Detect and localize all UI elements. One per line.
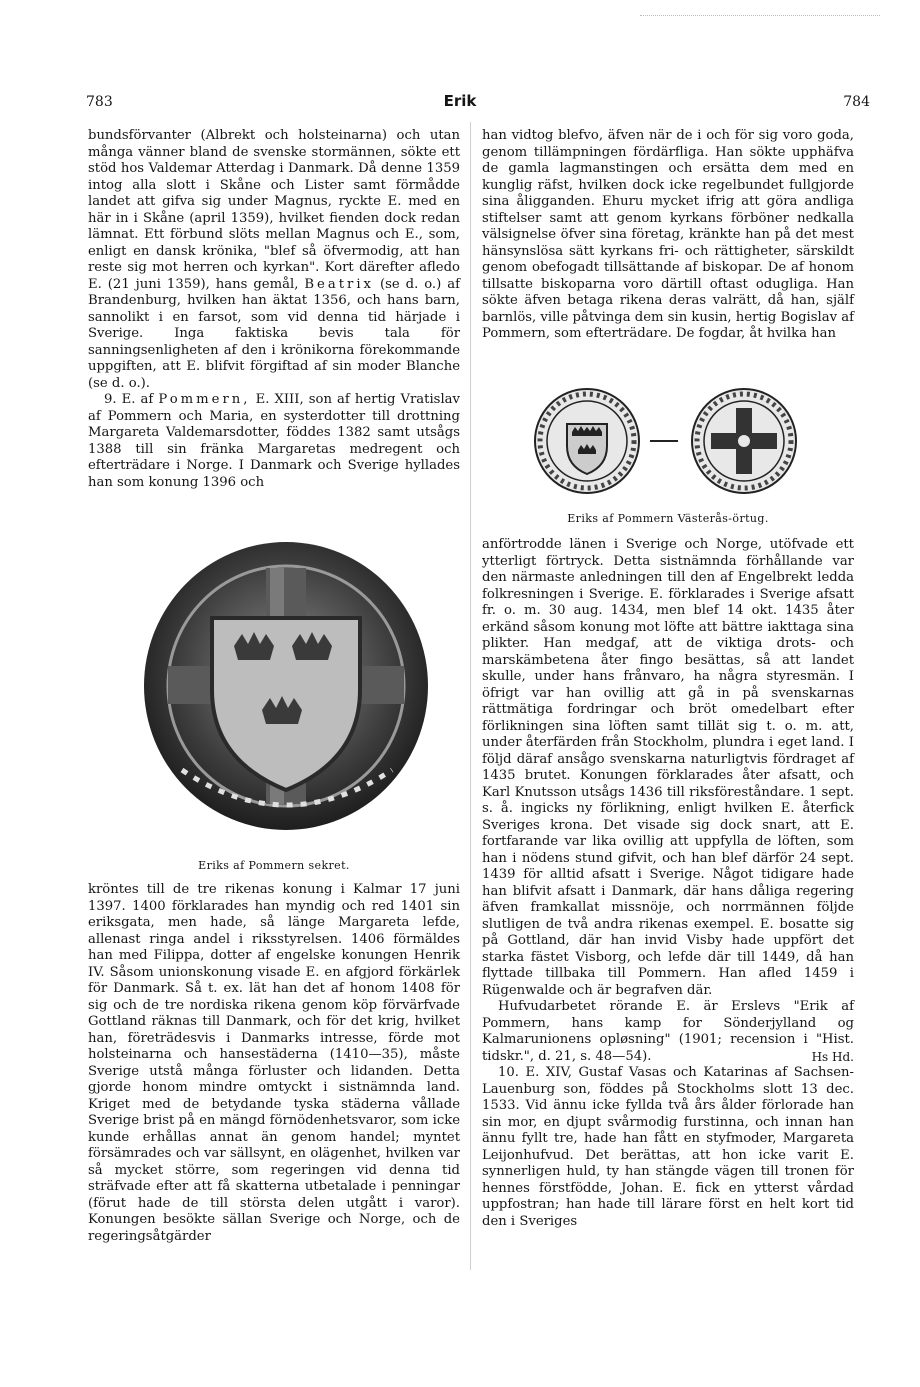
coin-reverse — [692, 389, 796, 493]
text-run: Hufvudarbetet rörande E. är Erslevs "Erik af Pommern, hans kamp for Sönderjylland og Kalmarunionens opløsning" (1901; recension i "Hist. tidskr.", d. 21, s. 48—54). — [482, 999, 854, 1064]
coin-image — [532, 386, 802, 496]
text-run: E. XIII, son af hertig Vratislav af Pommern och Maria, en systerdotter till drottning Margareta Valdemarsdotter, föddes 1382 samt utsågs 1388 till sin fränka Margaretas medregent och efterträdare i Norge. I Danmark och Sverige hyllades han som konung 1396 och — [88, 392, 460, 490]
scan-artifact-line — [640, 15, 880, 16]
spaced-name: Pommern, — [158, 392, 251, 407]
paragraph: han vidtog blefvo, äfven när de i och för sig voro goda, genom tillämpningen fördärfliga. Han sökte upphäfva de gamla lagmanstingen och ersätta dem med en kunglig räfst, hvilken dock icke regelbundet fullgjorde sina åligganden. Ehuru mycket ifrig att göra andliga stiftelser samt att genom kyrkans förböner nedkalla välsignelse öfver sina företag, kränkte han på det mest hänsynslösa sätt kyrkans fri- och rättigheter, särskildt genom obefogadt tillsättande af biskopar. De af honom tillsatte biskoparna voro därtill oftast odugliga. Han sökte äfven betaga rikena deras valrätt, då han, själf barnlös, ville påtvinga dem sin kusin, hertig Bogislav af Pommern, som efterträdare. De fogdar, åt hvilka han — [482, 128, 855, 341]
column-rule — [470, 122, 471, 1270]
column-left-top — [88, 128, 460, 491]
spaced-name: Beatrix — [304, 276, 374, 292]
column-left-bottom — [88, 882, 460, 1245]
entry-number: 10. E. XIV, — [498, 1065, 572, 1080]
entry-number: 9. E. af — [104, 392, 154, 407]
text-run: (se d. o.) af Brandenburg, hvilken han äktat 1356, och hans barn, sannolikt i en farsot, som vid denna tid härjade i Sverige. Inga faktiska bevis tala för sanningsenligheten af den i krönikorna förekommande uppgiften, att E. blifvit förgiftad af sin moder Blanche (se d. o.). — [88, 276, 460, 391]
entry-paragraph — [88, 392, 460, 491]
seal-image — [142, 540, 430, 832]
entry-paragraph — [482, 1065, 854, 1230]
coin-caption: Eriks af Pommern Västerås-örtug. — [567, 512, 769, 525]
paragraph — [88, 128, 460, 392]
text-run: Gustaf Vasas och Katarinas af Sachsen-Lauenburg son, föddes på Stockholms slott 13 dec. 1533. Vid ännu icke fyllda två års ålder förlorade han sin mor, en djupt svårmodig furstinna, och innan han ännu fyllt tre, hade han fått en styfmoder, Margareta Leijonhufvud. Det berättas, att hon icke varit E. synnerligen huld, ty han stängde vägen till tronen för hennes förstfödde, Johan. E. fick en ytterst vårdad uppfostran; han hade till lärare först en helt kort tid den i Sveriges — [482, 1065, 855, 1229]
paragraph: kröntes till de tre rikenas konung i Kalmar 17 juni 1397. 1400 förklarades han myndig och red 1401 sin eriksgata, men hade, så länge Margareta lefde, allenast ringa andel i riksstyrelsen. 1406 förmäldes han med Filippa, dotter af engelske konungen Henrik IV. Såsom unionskonung visade E. en afgjord förkärlek för Danmark. Så t. ex. lät han det af honom 1408 för sig och de tre nordiska rikena genom köp förvärfvade Gottland räknas till Danmark, och för det krig, hvilket han, företrädesvis i Danmarks intresse, förde mot holsteinarna och hansestäderna (1410—35), måste Sverige utstå många förluster och lidanden. Detta gjorde honom mindre omtyckt i sistnämnda land. Kriget med de betydande tyska städerna vållade Sverige brist på en mängd förnödenhetsvaror, som icke kunde erhållas annat än genom handel; myntet försämrades och var sällsynt, en olägenhet, hvilken var så mycket större, som regeringen vid denna tid sträfvade efter att få skatterna utbetalade i penningar (förut hade de till största delen utgått i varor). Konungen besökte sällan Sverige och Norge, och de regeringsåtgärder — [88, 882, 460, 1244]
column-right-top — [482, 128, 854, 343]
coin-obverse — [535, 389, 639, 493]
running-head: Erik — [443, 92, 477, 110]
bibliography-paragraph — [482, 999, 854, 1065]
seal-caption: Eriks af Pommern sekret. — [198, 859, 350, 872]
text-run: bundsförvanter (Albrekt och holsteinarna) och utan många vänner bland de svenske stormännen, sökte ett stöd hos Valdemar Atterdag i Danmark. Då denne 1359 intog alla slott i Skåne och Lister samt förmådde landet att gifva sig under Magnus, ryckte E. med en här in i Skåne (april 1359), hvilket fienden dock redan lämnat. Ett förbund slöts mellan Magnus och E., som, enligt en dansk krönika, "blef så öfvermodig, att han reste sig mot herren och kyrkan". Kort därefter afledo E. (21 juni 1359), hans gemål, — [88, 128, 460, 292]
paragraph: anförtrodde länen i Sverige och Norge, utöfvade ett ytterligt förtryck. Detta sistnämnda förhållande var den närmaste anledningen till den af Engelbrekt ledda folkresningen i Sverige. E. förklarades i Sverige afsatt fr. o. m. 30 aug. 1434, men blef 14 okt. 1435 åter erkänd såsom konung mot löfte att bättre iakttaga sina plikter. Han medgaf, att de viktiga drots- och marskämbetena åter fingo besättas, så att landet skulle, under hans frånvaro, ha några styresmän. I öfrigt var han ovillig att gå in på svenskarnas rättmätiga fordringar och bröt omedelbart efter förlikningen sina löften samt tillät sig t. o. m. att, under återfärden från Stockholm, plundra i eget land. I följd däraf ansågo svenskarna naturligtvis fördraget af 1435 brutet. Konungen förklarades åter afsatt, och Karl Knutsson utsågs 1436 till riksföreståndare. 1 sept. s. å. ingicks ny förlikning, enligt hvilken E. återfick Sveriges krona. Det visade sig dock snart, att E. fortfarande var lika ovillig att uppfylla de löften, som han i nödens stund gifvit, och han blef därför 24 sept. 1439 för alltid afsatt i Sverige. Något tidigare hade han blifvit afsatt i Danmark, där hans dåliga regering äfven framkallat missnöje, och norrmännen följde slutligen de två andra rikenas exempel. E. bosatte sig på Gottland, där han invid Visby hade uppfört det starka fästet Visborg, och lefde där till 1449, då han flyttade tillbaka till Pommern. Han afled 1459 i Rügenwalde och är begrafven där. — [482, 537, 854, 998]
column-right-bottom — [482, 537, 854, 1230]
page-number-right: 784 — [843, 94, 870, 110]
author-signature: Hs Hd. — [811, 1049, 854, 1064]
page-number-left: 783 — [86, 94, 113, 110]
